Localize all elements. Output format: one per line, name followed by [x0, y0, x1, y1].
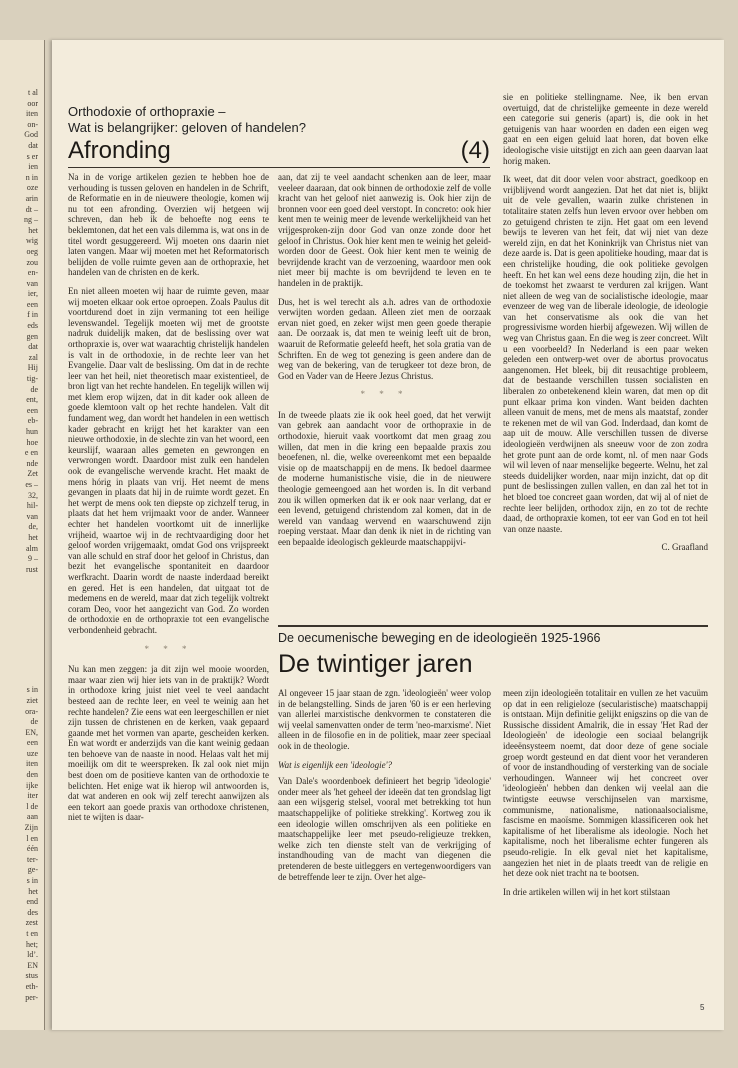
left-strip-line: t en [26, 928, 38, 938]
left-strip-line: stus [25, 971, 38, 981]
left-strip-line: ora- [25, 706, 38, 716]
left-strip-line: EN [27, 960, 38, 970]
left-strip-line: dt – [25, 204, 38, 214]
left-strip-line: rust [26, 564, 38, 574]
left-strip-line: een [26, 405, 38, 415]
left-strip-line: end [26, 897, 38, 907]
left-strip-line: hun [26, 427, 38, 436]
left-strip-line: het [28, 886, 38, 896]
left-strip-line: de, [28, 522, 38, 532]
left-strip-line: dat [28, 140, 38, 150]
left-strip-line: iter [27, 791, 38, 801]
left-strip-line: de [30, 384, 38, 394]
left-strip-line: Zet [27, 469, 38, 479]
left-strip-top-lines [0, 40, 44, 575]
left-strip-line: 9 – [28, 554, 38, 564]
left-strip-line: aan [26, 812, 38, 822]
article1-column-3 [503, 92, 708, 553]
article2-kicker: De oecumenische beweging en de ideologieën 1925-1966 [278, 631, 601, 645]
left-strip-line: oeg [26, 246, 38, 256]
left-strip-line: ge- [27, 865, 38, 875]
paragraph: Na in de vorige artikelen gezien te hebben hoe de verhouding is tussen geloven en handelen in de Schrift, de Reformatie en in de nieuwere theologie, komen wij nu tot een afronding. Overzien wij hetgeen wij schreven, dan heb ik de behoefte nog eens te beklemtonen, dat het een vals dilemma is, wat ons in de titel wordt gesuggereerd. Wij moeten ons daarin niet laten vangen. Maar wij moeten met het Reformatorisch belijden de volle ruimte geven aan de orthopraxie, het handelen van de christen en de kerk. [68, 172, 269, 278]
left-strip-line: s in [26, 876, 38, 885]
paragraph: meen zijn ideologieën totalitair en vullen ze het vacuüm op dat in een religieloze (secularistische) maatschappij is ontstaan. Mijn definitie gelijkt enigszins op die van de Russische dissident Amalrik, die in essay 'Het Rad der Ideologieën' de ideologie een sociaal belangrijk ideeënsysteem noemt, dat door deze of gene sociale groep wordt gesteund en dat dient voor het veranderen of voor de instandhouding of versterking van de sociale verhoudingen. Wanneer wij het concreet over 'ideologieën' hebben dan denken wij veelal aan die twintigste eeuwse verschijnselen van marxisme, communisme, nationalisme, nationaalsocialisme, fascisme en maoïsme. Sommigen klassificeren ook het kapitalisme of het liberalisme als ideologie. Noch het kapitalisme, noch het liberalisme echter fungeren als pseudo-religie. In elk geval niet het kapitalisme, aangezien het niet in de plaats treedt van de religie en het deze ook niet tracht na te bootsen. [503, 688, 708, 879]
left-strip-line: ter- [27, 854, 38, 864]
left-strip-line: ijke [26, 780, 38, 790]
left-strip-line: l de [26, 801, 38, 811]
left-strip-line: n in [25, 172, 38, 182]
left-strip-line: één [26, 844, 38, 854]
left-strip-line: l en [26, 833, 38, 843]
left-strip-line: eds [27, 321, 38, 331]
left-strip-line: des [27, 907, 38, 917]
left-strip-line: van [26, 278, 38, 288]
left-strip-line: ien [28, 162, 38, 172]
section-stars: * * * [144, 643, 193, 654]
left-strip-line: EN, [25, 727, 38, 737]
paragraph: aan, dat zij te veel aandacht schenken aan de leer, maar veeleer daaraan, dat ook binnen de orthodoxie zelf de volle kracht van het geloof niet aanwezig is. Ook hier zijn de bronnen voor een goed deel verstopt. In concreto: ook hier kent men te weinig meer de levende werkelijkheid van het vrijgesproken-zijn door God van onze zonde door het geloof in Christus. Ook hier kent men te weinig het geleid-worden door de Geest. Ook hier kent men te weinig de bevrijdende kracht van de verzoening, waardoor men ook niet meer bij machte is om bevrijdend te leven en te handelen in de praktijk. [278, 172, 491, 288]
left-strip-line: een [26, 299, 38, 309]
left-strip-line: es – [25, 479, 38, 489]
paragraph: Al ongeveer 15 jaar staan de zgn. 'ideologieën' weer volop in de belangstelling. Sinds de jaren '60 is er een herleving van allerlei marxistische denkvormen te constateren die wij veelal samenvatten onder de term 'neo-marxisme'. Niet alleen in de filosofie en in de politiek, maar zeer speciaal ook in de theologie. [278, 688, 491, 751]
left-strip-line: f in [27, 310, 38, 320]
article1-kicker-line1: Orthodoxie of orthopraxie – [68, 104, 226, 119]
left-strip-line: nde [26, 458, 38, 468]
left-strip-line: het; [26, 939, 38, 949]
left-strip-line: on- [27, 119, 38, 129]
left-strip-line: en- [27, 268, 38, 278]
left-strip-line: wig [26, 236, 38, 246]
left-strip-line: hil- [26, 501, 38, 511]
left-strip-line: ier, [27, 289, 38, 299]
left-strip-line: zest [25, 918, 38, 928]
left-strip-line: ziet [26, 695, 38, 705]
left-strip-line: t al [28, 88, 38, 97]
article2-title: De twintiger jaren [278, 650, 473, 678]
left-strip-line: den [26, 770, 38, 780]
left-strip-line: Hij [27, 363, 38, 373]
left-strip-line: ng – [24, 215, 38, 225]
paragraph: Ik weet, dat dit door velen voor abstract, goedkoop en vrijblijvend wordt aangezien. Dat het dat niet is, blijkt uit de vele gevallen, waarin zulke christenen in totalitaire staten zelfs hun leven ervoor over hebben om zo getuigend christen te zijn. Het gaat om een levend bewijs te leveren van het feit, dat wij niet van deze wereld zijn, en dat het Koninkrijk van Christus niet van deze aarde is. Dat is geen apolitieke houding, maar dat is een christelijke houding, die ook politieke gevolgen heeft. En het kan wel eens deze houding zijn, die het in de toekomst het zwaarst te verduren zal krijgen. Want niet alleen de weg van de socialistische ideologie, maar evenzeer de weg van de liberale ideologie, de ideologie van het conservatisme als ook die van het progressivisme worden hierbij afgewezen. Wij willen de weg van Christus gaan. En die weg is zeer concreet. Wilt u een voorbeeld? In Nederland is een paar weken geleden een ontwerp-wet over de abortus provocatus aangenomen. Het bleek, bij dit reusachtige probleem, dat de bestaande verschillen tussen socialisten en liberalen zo onbetekenend klein waren, dat men op dit punt elkaar prima kon vinden. Want beiden dachten alleen vanuit de mens, met de mens als maatstaf, zonder te rekenen met de wil van God. Inderdaad, dan komt de aap uit de mouw. Alle verschillen tussen de diverse ideologieën verdwijnen als sneeuw voor de zon zodra het grote punt aan de orde komt, nl. of men naar Gods wil wil leven of naar menselijke begeerte. Welnu, het zal steeds duidelijker worden, naar mijn inzicht, dat op dit punt de beslissingen zullen vallen, en dan zal het tot in het bloed toe concreet gaan worden, dat wij al of niet de rechte leer belijden, orthodox zijn, en zo tot de rechte daad, de orthopraxie komen, tot eer van God en tot heil van onze naaste. [503, 174, 708, 534]
left-strip-line: ld’. [27, 950, 38, 960]
left-strip-line: gen [26, 331, 38, 341]
article2-column-2 [503, 688, 708, 905]
author-signature: C. Graafland [661, 542, 708, 553]
article1-title: Afronding [68, 137, 171, 164]
paragraph: En niet alleen moeten wij haar de ruimte geven, maar wij moeten elkaar ook ertoe oproepen. Zoals Paulus dit voortdurend doet in zijn vermaning tot een heilige levenswandel. Tegelijk moeten wij met de grootste nadruk duidelijk maken, dat de beslissing over wat orthopraxie is, over wat waarachtig christelijk handelen is valt in de orthodoxie, in de rechte leer van het Evangelie. Daar valt de beslissing. Om dat in de rechte leer van het heil, niet theoretisch maar existentieel, de bron ligt van het rechte handelen. En tegelijk willen wij met klem erop wijzen, dat in dit kader ook alleen de goede klemtoon valt op het rechte handelen. Valt dit fundament weg, dan wordt het handelen in een wettisch kader gebracht en krijgt het het karakter van een nieuwe orthodoxie, in de slechte zin van het woord, een keurslijf, waaraan alles gemeten en gewrongen en verwrongen wordt. Daardoor mist zulk een handelen ook de evangelische wervende kracht. Het maakt de mens hórig in plaats van vrij. Het neemt de mens gevangen in plaats dat hij in de ruimte wordt gezet. En het werpt de mens ook ten diepste op zichzelf terug, in plaats dat het hem vrijmaakt voor de ander. Wanneer echter het handelen voortkomt uit de innerlijke vrijheid, waartoe wij in de rechtvaardiging door het geloof worden vrijgemaakt, omdat God ons vrijspreekt van alle schuld en straf door het geloof in Christus, dan bezit het evangelische spontaniteit en daardoor werfkracht. Daarin wordt de naaste inderdaad bereikt en gered. Het is een handelen, dat uitgaat tot de medemens en de wereld, maar dat zich tegelijk voltrekt coram Deo, voor het aangezicht van God. Zo worden de orthodoxie en de orthopraxie tot een evangelische verbondenheid gebracht. [68, 285, 269, 635]
left-strip-line: arin [25, 193, 38, 203]
left-strip-line: de [30, 717, 38, 727]
left-strip-line: iten [26, 759, 38, 769]
left-strip-line: e en [24, 448, 38, 458]
left-strip-line: s in [26, 685, 38, 695]
paragraph: Van Dale's woordenboek definieert het begrip 'ideologie' onder meer als 'het geheel der ideeën dat ten grondslag ligt aan een wijsgerig stelsel, vooral met betrekking tot hun maatschappelijke of politieke strekking'. Kortweg zou ik een ideologie willen omschrijven als een politieke en maatschappelijke leer met pseudo-religieuze trekken, welke zich ten dienste stelt van de verkrijging of instandhouding van de macht van diegenen die pretenderen de beste uitleggers en vertegenwoordigers van de betreffende leer te zijn. Over het alge- [278, 776, 491, 882]
article1-number: (4) [460, 137, 490, 164]
article1-kicker [68, 104, 488, 136]
left-strip-line: hoe [26, 437, 38, 447]
article2-subhead: Wat is eigenlijk een 'ideologie'? [278, 759, 392, 770]
article2-column-1 [278, 688, 491, 890]
paragraph: In drie artikelen willen wij in het kort stilstaan [503, 886, 670, 897]
paragraph: In de tweede plaats zie ik ook heel goed, dat het verwijt van gebrek aan aandacht voor de orthopraxie in de orthodoxie, hieruit vaak voortkomt dat men graag zou willen, dat men in die kring een bepaalde praxis zou beoefenen, nl. die, welke overeenkomt met een bepaalde visie op de maatschappij en de mens. Ik bedoel daarmee de moderne humanistische visie, die in de nieuwere theologie gemeengoed aan het worden is. In dit verband zou ik willen opmerken dat ik er ook naar verlang, dat er een levend, getuigend christendom zal komen, dat in de wereld van vandaag wervend en waarschuwend zijn roeping verstaat. Maar dan denk ik niet in de richting van een bepaalde ideologisch gekleurde maatschappijvi- [278, 409, 491, 547]
left-strip-line: uze [26, 748, 38, 758]
left-strip-line: zal [28, 352, 38, 362]
page-gutter [44, 40, 45, 1030]
left-strip-line: alm [26, 543, 38, 553]
left-strip-line: s er [26, 151, 38, 161]
paragraph: Dus, het is wel terecht als a.h. adres van de orthodoxie verwijten worden gedaan. Alleen ziet men de oorzaak ervan niet goed, en zeker wijst men geen goede therapie aan. De oorzaak is, dat men te weinig leeft uit de bron, waaruit de Reformatie geleefd heeft, het sola gratia van de Schriften. En de weg tot genezing is geen andere dan de weg van de bekering, van de terugkeer tot deze bron, de God en Vader van de Heere Jezus Christus. [278, 296, 491, 381]
left-strip-line: God [24, 130, 38, 140]
left-strip-line: 32, [28, 490, 38, 500]
left-strip-line: ent, [26, 395, 38, 405]
paragraph: Nu kan men zeggen: ja dit zijn wel mooie woorden, maar waar zien wij hier iets van in de praktijk? Wordt in orthodoxe kring juist niet veel te veel aandacht besteed aan de rechte leer, en veel te weinig aan het rechte handelen? Zie eens wat een leergeschillen er niet zijn tussen de christenen en de kerken, vaak gepaard gaande met het vormen van aparte, gescheiden kerken. En wat wordt er anderzijds van die kant weinig gedaan ten behoeve van de naaste in nood. Helaas valt het mij moeilijk om dit te weerspreken. Ik zal ook niet mijn best doen om de positieve kanten van de orthodoxie te belichten. Het enige wat ik hierop wil antwoorden is, dat wat anderen en ook wij zelf terecht aanwijzen als een tekort aan goede praxis van orthodoxe christenen, niet te wijten is daar- [68, 664, 269, 823]
left-strip-line: tig- [26, 374, 38, 384]
page-number: 5 [700, 1003, 705, 1012]
left-strip-line: het [28, 532, 38, 542]
left-strip-line: dat [28, 342, 38, 352]
left-strip-line: iten [26, 109, 38, 119]
left-strip-line: het [28, 225, 38, 235]
left-strip-line: een [26, 738, 38, 748]
left-strip-line: per- [25, 992, 38, 1002]
left-strip-line: Zijn [24, 823, 38, 833]
article1-kicker-line2: Wat is belangrijker: geloven of handelen? [68, 120, 306, 135]
left-strip-line: eb- [27, 416, 38, 426]
left-strip-line: oze [26, 183, 38, 193]
left-strip-line: zou [26, 257, 38, 267]
left-page-strip [0, 40, 44, 1030]
article1-title-rule [68, 167, 490, 168]
left-strip-line: eth- [25, 981, 38, 991]
left-strip-line: oor [27, 98, 38, 108]
left-strip-bottom-lines [0, 685, 44, 1003]
section-stars: * * * [360, 389, 409, 400]
article1-column-1 [68, 172, 269, 831]
section-divider [278, 625, 708, 627]
left-strip-line: van [26, 511, 38, 521]
paragraph: sie en politieke stellingname. Nee, ik ben ervan overtuigd, dat de christelijke gemeente in deze wereld een categorie sui generis (apart) is, die ook in het getuigenis van haar woorden en daden een eigen weg gaat en een eigen geluid laat horen, dat boven elke ideologische visie uitstijgt en zich aan geen daarvan laat horig maken. [503, 92, 708, 166]
article1-column-2 [278, 172, 491, 556]
